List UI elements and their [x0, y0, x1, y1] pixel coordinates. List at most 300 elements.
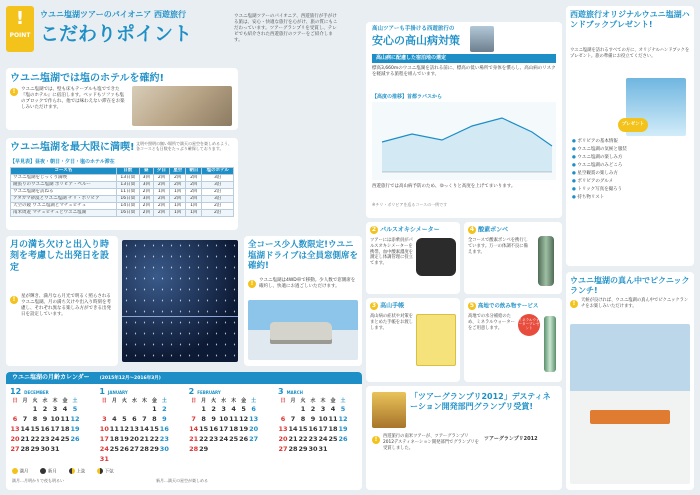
weekday-label: 木: [141, 397, 147, 404]
calendar-day: 9: [310, 414, 316, 423]
calendar-day: 25: [60, 434, 70, 443]
stay-cell: 3泊: [202, 175, 234, 182]
legend-new: 新月: [40, 468, 56, 476]
calendar-day: 17: [318, 424, 328, 433]
calendar-day: 27: [129, 444, 139, 453]
stay-cell: 2回: [186, 196, 202, 203]
handbook-item: ● ウユニ塩湖のみどころ: [572, 163, 623, 168]
stay-cell: 16日間: [116, 210, 139, 217]
handbook-item: ● ボリビアの基本情報: [572, 139, 618, 144]
calendar-month: [278, 387, 358, 465]
calendar-day: 7: [191, 414, 196, 423]
weekday-label: 火: [121, 397, 127, 404]
oximeter-title: 2 パルスオキシメーター: [371, 226, 440, 234]
drink-section: [464, 298, 562, 382]
stay-cell: 2回: [186, 175, 202, 182]
month-name: JANUARY: [107, 390, 128, 395]
altitude-point1: 高山病に配慮した宿泊地の選定: [372, 54, 556, 63]
calendar-day: 17: [219, 424, 229, 433]
calendar-period: (2015年12月〜2016年3月): [99, 376, 161, 381]
oximeter-photo: [416, 238, 456, 276]
calendar-day: 25: [109, 444, 119, 453]
grandprix-title: 「ツアーグランプリ2012」デスティネーション開発部門グランプリ受賞!: [410, 392, 551, 411]
4wd-car-photo: [248, 300, 358, 360]
exclaim-icon: !: [372, 436, 380, 444]
page-title: こだわりポイント: [40, 23, 193, 45]
drink-badge: ミネラルウォータープレゼント: [518, 314, 540, 336]
stay-note: 文明や照明の無い場所で満天の星空を楽しめるよう、各コースとも日数をたっぷり確保しております。: [136, 141, 232, 152]
weekday-label: 土: [251, 397, 257, 404]
bullet-icon: ●: [572, 163, 578, 168]
weekday-label: 火: [32, 397, 38, 404]
manual-title: 3 高山手帳: [371, 302, 405, 310]
grandprix-text: 西遊旅行の南米ツアーが、ツアーグランプリ2012デスティネーション開発部門でグランプリを受賞しました。: [383, 434, 479, 451]
calendar-day: 29: [30, 444, 40, 453]
weekday-label: 土: [72, 397, 78, 404]
handbook-item: ● ウユニ塩湖の楽しみ方: [572, 155, 623, 160]
calendar-day: 18: [328, 424, 338, 433]
calendar-day: 8: [32, 414, 38, 423]
stay-cell: 13日間: [116, 175, 139, 182]
stay-header-cell: コース名: [11, 168, 117, 175]
calendar-day: 14: [288, 424, 298, 433]
stay-row: [11, 203, 234, 210]
calendar-day: 18: [109, 434, 119, 443]
calendar-day: 27: [10, 444, 20, 453]
legend-first: 上弦: [69, 468, 85, 476]
calendar-note-2: 新月…満天の星空が楽しめる: [156, 478, 208, 483]
stay-cell: 2回: [186, 182, 202, 189]
calendar-day: [129, 405, 139, 415]
lunch-section: [566, 272, 694, 490]
calendar-day: [119, 455, 129, 465]
grandprix-award: ツアーグランプリ2012: [484, 436, 538, 442]
calendar-day: 6: [12, 414, 18, 423]
calendar-day: [328, 445, 338, 455]
calendar-day: 5: [340, 404, 346, 413]
salt-hotel-photo: [132, 86, 232, 126]
stay-cell: 3泊: [202, 196, 234, 203]
weekday-label: 水: [310, 397, 316, 404]
calendar-day: 13: [10, 424, 20, 433]
calendar-day: 12: [119, 424, 129, 433]
stay-cell: 天空の鏡 ウユニ塩湖とマチュピチュ: [11, 203, 117, 210]
night-sky-photo: [122, 240, 238, 362]
stay-row: [11, 182, 234, 189]
calendar-day: [189, 405, 199, 415]
weekday-label: 水: [221, 397, 227, 404]
stay-cell: 鏡張りのウユニ塩湖 ボリビア・ペルー: [11, 182, 117, 189]
calendar-day: 20: [129, 434, 139, 443]
calendar-day: 5: [72, 404, 78, 413]
calendar-day: 24: [99, 444, 109, 453]
calendar-day: 12: [338, 414, 348, 423]
calendar-day: 8: [201, 414, 206, 423]
stay-cell: 3回: [139, 175, 153, 182]
calendar-day: [209, 445, 219, 455]
stay-cell: 1回: [153, 189, 169, 196]
header: [6, 6, 231, 58]
calendar-day: 1: [32, 404, 38, 413]
moon-text: 星が輝き、満月なら月光で明るく照らされるウユニ塩湖。月の満ち欠けや出入り時刻を考慮し、それぞれ異なる楽しみ方ができる出発日を設定しています。: [21, 294, 111, 318]
manual-text: 高山病の症状や対策をまとめた手帳をお渡しします。: [370, 314, 413, 331]
calendar-day: 24: [219, 434, 229, 443]
calendar-note-1: 満月…月明かりで夜も明るい: [12, 478, 64, 483]
calendar-day: [159, 455, 169, 465]
manual-photo: [416, 314, 456, 366]
stay-cell: 2回: [170, 175, 186, 182]
weekday-label: 月: [290, 397, 296, 404]
lunch-title: ウユニ塩湖の真ん中でピクニックランチ!: [570, 276, 690, 295]
stay-table-title: 【早見表】昼夜・朝日・夕日・塩のホテル滞在: [10, 159, 115, 165]
weekday-label: 水: [42, 397, 48, 404]
calendar-day: [20, 405, 30, 415]
calendar-day: 10: [99, 424, 109, 433]
oximeter-text: ツアーには添乗員がパルスオキシメーターを携帯。血中酸素濃度を測定し体調管理に役立てます。: [370, 238, 413, 267]
calendar-day: 19: [119, 434, 129, 443]
weekday-label: 金: [151, 397, 157, 404]
hotel-text: ウユニ塩湖では、壁も床もテーブルも塩でできた『塩のホテル』に宿泊します。ベッドもソファも塩のブロックで作られ、他では味わえない滞在をお楽しみいただけます。: [21, 87, 125, 111]
stay-cell: 2回: [139, 210, 153, 217]
stay-row: [11, 210, 234, 217]
hotel-title: ウユニ塩湖では塩のホテルを確約!: [10, 73, 165, 84]
calendar-day: 22: [30, 434, 40, 443]
weekday-label: 金: [241, 397, 247, 404]
month-name: DECEMBER: [24, 390, 49, 395]
stay-section: [6, 138, 238, 230]
calendar-day: [70, 445, 80, 455]
calendar-day: 14: [20, 424, 30, 433]
calendar-day: 3: [320, 404, 326, 413]
legend-last: 下弦: [97, 468, 113, 476]
calendar-day: 5: [122, 414, 127, 423]
calendar-day: 29: [298, 444, 308, 453]
calendar-day: 26: [239, 434, 249, 443]
stay-cell: 2回: [186, 189, 202, 196]
calendar-day: 27: [249, 434, 259, 443]
calendar-day: 30: [308, 444, 318, 453]
stay-cell: 2回: [170, 182, 186, 189]
calendar-day: 10: [50, 414, 60, 423]
handbook-item: ● 星空観賞の楽しみ方: [572, 171, 618, 176]
calendar-day: 27: [278, 444, 288, 453]
calendar-day: 31: [50, 444, 60, 453]
stay-row: [11, 175, 234, 182]
oxygen-title: 4 酸素ボンベ: [469, 226, 509, 234]
weekday-label: 火: [211, 397, 217, 404]
calendar-day: 22: [199, 434, 209, 443]
stay-cell: 1回: [170, 210, 186, 217]
calendar-day: 28: [20, 444, 30, 453]
oxygen-text: 全コースで酸素ボンベを携行しています。万一の体調不良に備えます。: [468, 238, 528, 255]
month-number: 3: [277, 387, 284, 396]
point-badge: [6, 6, 34, 52]
guide-photo: [470, 26, 494, 52]
weekday-label: 水: [131, 397, 137, 404]
bullet-icon: ●: [572, 179, 578, 184]
calendar-day: 21: [189, 434, 199, 443]
calendar-day: 19: [239, 424, 249, 433]
calendar-day: 23: [209, 434, 219, 443]
handbook-item: ● ボリビアのグルメ: [572, 179, 614, 184]
drive-section: [244, 236, 362, 366]
handbook-item: ● トリック写真を撮ろう: [572, 187, 623, 192]
stay-cell: 3回: [139, 196, 153, 203]
calendar-day: 11: [60, 414, 70, 423]
calendar-day: 17: [99, 434, 109, 443]
exclaim-icon: !: [248, 280, 256, 288]
picnic-table: [590, 410, 670, 424]
oxygen-section: [464, 222, 562, 294]
stay-cell: 2回: [153, 203, 169, 210]
calendar-day: 6: [251, 404, 256, 413]
stay-header-cell: 朝日: [186, 168, 202, 175]
month-name: MARCH: [286, 390, 304, 395]
calendar-day: 3: [221, 404, 226, 413]
stay-cell: 2回: [153, 175, 169, 182]
altitude-section: [366, 22, 562, 218]
calendar-day: [10, 405, 20, 415]
calendar-header: [6, 372, 362, 384]
stay-cell: 2回: [139, 189, 153, 196]
altitude-footnote: ※チリ・ボリビアを巡るコースの一例です: [372, 202, 448, 207]
calendar-day: 23: [159, 434, 169, 443]
drive-title: 全コース少人数限定!ウユニ塩湖ドライブは全員窓側席を確約!: [248, 240, 358, 272]
stay-cell: 1回: [186, 210, 202, 217]
calendar-day: 1: [152, 404, 157, 413]
handbook-item: ● 持ち物リスト: [572, 195, 605, 200]
drive-text: ウユニ塩湖は4WD車で移動。少人数で窓側席を確約し、快適にお過ごしいただけます。: [259, 278, 356, 290]
calendar-day: [239, 445, 249, 455]
number-badge: 5: [469, 302, 475, 309]
stay-cell: ウユニ塩湖をじっくり満喫: [11, 175, 117, 182]
weekday-label: 日: [12, 397, 18, 404]
calendar-month: [10, 387, 90, 465]
calendar-day: 12: [70, 414, 80, 423]
stay-cell: 2回: [153, 196, 169, 203]
calendar-day: 19: [338, 424, 348, 433]
handbook-item: ● ウユニ塩湖の気候と服装: [572, 147, 627, 152]
calendar-day: 9: [162, 414, 167, 423]
calendar-day: 20: [278, 434, 288, 443]
calendar-day: 8: [300, 414, 306, 423]
calendar-day: 1: [201, 404, 206, 413]
calendar-day: 24: [50, 434, 60, 443]
calendar-day: 15: [298, 424, 308, 433]
calendar-day: 26: [70, 434, 80, 443]
calendar-day: 4: [330, 404, 336, 413]
stay-header-cell: 星空: [170, 168, 186, 175]
calendar-day: [219, 445, 229, 455]
calendar-day: [139, 405, 149, 415]
bullet-icon: ●: [572, 139, 578, 144]
altitude-chart-note: 西遊旅行では高山病予防のため、ゆっくりと高度を上げてまいります。: [372, 184, 516, 189]
calendar-day: 29: [199, 444, 209, 453]
calendar-day: 8: [152, 414, 157, 423]
calendar-legend: [12, 468, 356, 476]
legend-full: 満月: [12, 468, 28, 476]
calendar-day: [288, 405, 298, 415]
bullet-icon: ●: [572, 147, 578, 152]
bullet-icon: ●: [572, 171, 578, 176]
calendar-day: [229, 445, 239, 455]
calendar-day: 10: [318, 414, 328, 423]
calendar-day: 20: [249, 424, 259, 433]
weekday-label: 土: [340, 397, 346, 404]
altitude-subtitle: 高山ツアーも手掛ける西遊旅行の: [372, 26, 455, 32]
stay-header-cell: 夕日: [153, 168, 169, 175]
stay-cell: ウユニ塩湖を訪ねる: [11, 189, 117, 196]
manual-section: [366, 298, 460, 382]
stay-cell: 1回: [186, 203, 202, 210]
stay-cell: 1回: [170, 203, 186, 210]
calendar-day: 1: [300, 404, 306, 413]
calendar-day: [60, 445, 70, 455]
new-moon-icon: [40, 468, 46, 474]
stay-cell: 2泊: [202, 203, 234, 210]
calendar-day: [249, 445, 259, 455]
calendar-day: 31: [99, 454, 109, 463]
award-photo: [372, 392, 406, 428]
calendar-day: 28: [139, 444, 149, 453]
bullet-icon: ●: [572, 155, 578, 160]
calendar-day: 7: [22, 414, 28, 423]
exclaim-icon: !: [15, 8, 25, 29]
calendar-day: 18: [229, 424, 239, 433]
calendar-day: 18: [60, 424, 70, 433]
picnic-photo: [570, 324, 690, 484]
handbook-section: [566, 6, 694, 266]
altitude-chart: [372, 102, 556, 180]
calendar-day: 10: [219, 414, 229, 423]
calendar-months: [10, 387, 358, 465]
calendar-day: 7: [290, 414, 296, 423]
weekday-label: 月: [22, 397, 28, 404]
altitude-text: 標高3,660mのウユニ塩湖を訪れる前に、標高の低い場所で身体を慣らし、高山病のリスクを軽減する旅程を組んでいます。: [372, 66, 556, 78]
first-quarter-icon: [69, 468, 75, 474]
handbook-text: ウユニ塩湖を訪れるすべての方に、オリジナルハンドブックをプレゼント。旅の準備にお役立てください。: [570, 48, 690, 59]
exclaim-icon: !: [10, 296, 18, 304]
stay-cell: アタカマ砂漠とウユニ塩湖 チリ・ボリビア: [11, 196, 117, 203]
calendar-day: 23: [308, 434, 318, 443]
calendar-day: 15: [30, 424, 40, 433]
calendar-day: 16: [209, 424, 219, 433]
drink-text: 高地での水分補給のため、ミネラルウォーターをご用意します。: [468, 314, 515, 331]
calendar-day: 9: [42, 414, 48, 423]
stay-header-cell: 日数: [116, 168, 139, 175]
weekday-label: 日: [191, 397, 197, 404]
weekday-label: 土: [161, 397, 167, 404]
calendar-day: [119, 405, 129, 415]
moon-section: [6, 236, 118, 366]
oximeter-section: [366, 222, 460, 294]
calendar-day: 30: [159, 444, 169, 453]
bullet-icon: ●: [572, 195, 578, 200]
calendar-day: 11: [229, 414, 239, 423]
calendar-day: 22: [298, 434, 308, 443]
calendar-day: 21: [20, 434, 30, 443]
stay-cell: 2回: [153, 182, 169, 189]
calendar-title: ウユニ塩湖の月齢カレンダー: [12, 374, 90, 381]
handbook-title: 西遊旅行オリジナルウユニ塩湖ハンドブックプレゼント!: [570, 10, 690, 29]
calendar-day: 28: [189, 444, 199, 453]
calendar-day: 14: [139, 424, 149, 433]
calendar-day: 16: [159, 424, 169, 433]
number-badge: 4: [469, 226, 475, 233]
stay-cell: 3泊: [202, 182, 234, 189]
stay-cell: 1回: [170, 189, 186, 196]
weekday-label: 木: [52, 397, 58, 404]
hotel-section: [6, 68, 238, 130]
weekday-label: 日: [280, 397, 286, 404]
stay-header-cell: 塩のホテル: [202, 168, 234, 175]
calendar-day: 16: [308, 424, 318, 433]
calendar-day: 25: [229, 434, 239, 443]
calendar-day: 15: [149, 424, 159, 433]
calendar-day: 28: [288, 444, 298, 453]
exclaim-icon: !: [570, 300, 578, 308]
calendar-day: 11: [328, 414, 338, 423]
calendar-day: 11: [109, 424, 119, 433]
last-quarter-icon: [97, 468, 103, 474]
calendar-month: [189, 387, 269, 465]
stay-cell: 13日間: [116, 182, 139, 189]
calendar-day: 6: [132, 414, 137, 423]
calendar-day: 31: [318, 444, 328, 453]
weekday-label: 火: [300, 397, 306, 404]
stay-title: ウユニ塩湖を最大限に満喫!: [10, 142, 135, 153]
month-number: 2: [188, 387, 195, 396]
weekday-label: 日: [101, 397, 107, 404]
weekday-label: 金: [62, 397, 68, 404]
calendar-day: 4: [62, 404, 68, 413]
stay-table: [10, 167, 234, 217]
calendar-day: 30: [40, 444, 50, 453]
moon-title: 月の満ち欠けと出入り時刻を考慮した出発日を設定: [10, 240, 110, 273]
grandprix-section: [366, 386, 562, 490]
calendar-day: 5: [241, 404, 246, 413]
calendar-day: 24: [318, 434, 328, 443]
month-number: 12: [10, 387, 22, 396]
calendar-day: [139, 455, 149, 465]
altitude-title: 安心の高山病対策: [372, 34, 460, 47]
calendar-day: 9: [211, 414, 216, 423]
calendar-day: 21: [139, 434, 149, 443]
stay-cell: 14日間: [116, 203, 139, 210]
water-bottle-photo: [544, 316, 556, 372]
stay-cell: 2回: [170, 196, 186, 203]
stay-cell: 2泊: [202, 210, 234, 217]
header-subtitle: ウユニ塩湖ツアーのパイオニア 西遊旅行: [40, 10, 186, 19]
handbook-badge: プレゼント: [618, 118, 648, 132]
stay-cell: 16日間: [116, 196, 139, 203]
calendar-day: 4: [231, 404, 236, 413]
calendar-day: 14: [189, 424, 199, 433]
stay-cell: 南米周遊 マチュピチュとウユニ塩湖: [11, 210, 117, 217]
full-moon-icon: [12, 468, 18, 474]
calendar-day: 21: [288, 434, 298, 443]
calendar-day: 15: [199, 424, 209, 433]
altitude-chart-title: 【高度の推移】首都ラパスから: [372, 94, 443, 100]
stars-decoration: [122, 240, 238, 362]
weekday-label: 木: [320, 397, 326, 404]
calendar-day: 6: [280, 414, 286, 423]
month-name: FEBRUARY: [197, 390, 221, 395]
weekday-label: 月: [111, 397, 117, 404]
calendar-day: 2: [211, 404, 216, 413]
weekday-label: 金: [330, 397, 336, 404]
point-label: POINT: [9, 32, 31, 39]
